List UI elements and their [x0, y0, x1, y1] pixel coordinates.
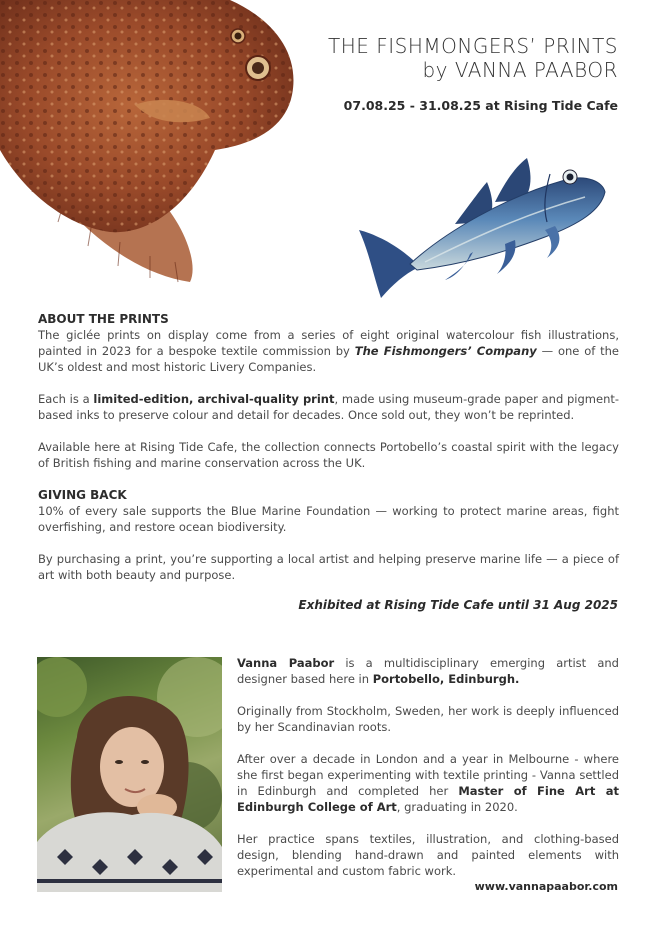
exhibited-note: Exhibited at Rising Tide Cafe until 31 Aug 2025	[298, 598, 618, 612]
bio-paragraph-2: Originally from Stockholm, Sweden, her work is deeply influenced by her Scandinavian roots.	[237, 704, 619, 734]
about-paragraph-3: Available here at Rising Tide Cafe, the collection connects Portobello’s coastal spirit with the legacy of British fishing and marine conservation across the UK.	[38, 440, 619, 470]
about-paragraph-1: The giclée prints on display come from a series of eight original watercolour fish illustrations, painted in 2023 for a bespoke textile commission by The Fishmongers’ Company — one of the UK’s oldest and most historic Livery Companies.	[38, 328, 620, 374]
giving-back-heading: GIVING BACK	[38, 488, 127, 502]
flatfish-illustration	[0, 0, 310, 292]
exhibition-dates: 07.08.25 - 31.08.25 at Rising Tide Cafe	[343, 98, 618, 113]
title-line-2: by VANNA PAABOR	[422, 58, 618, 82]
page-title	[328, 34, 618, 82]
artist-photo	[37, 657, 222, 892]
about-heading: ABOUT THE PRINTS	[38, 312, 169, 326]
about-paragraph-2: Each is a limited-edition, archival-quality print, made using museum-grade paper and pigment-based inks to preserve colour and detail for decades. Once sold out, they won’t be reprinted.	[38, 392, 620, 422]
giving-back-paragraph-1: 10% of every sale supports the Blue Marine Foundation — working to protect marine areas, fight overfishing, and restore ocean biodiversity.	[38, 504, 619, 534]
artist-bio	[237, 655, 619, 895]
website-link[interactable]: www.vannapaabor.com	[474, 880, 618, 893]
bio-paragraph-1: Vanna Paabor is a multidisciplinary emerging artist and designer based here in Portobello, Edinburgh.	[237, 656, 619, 686]
giving-back-paragraph-2: By purchasing a print, you’re supporting a local artist and helping preserve marine life — a piece of art with both beauty and purpose.	[38, 552, 619, 582]
about-section	[38, 311, 619, 471]
giving-back-section	[38, 487, 619, 583]
bio-paragraph-3: After over a decade in London and a year in Melbourne - where she first began experimenting with textile printing - Vanna settled in Edinburgh and completed her Master of Fine Art at Edinburgh College of Art, graduating in 2020.	[237, 752, 619, 814]
bio-paragraph-4: Her practice spans textiles, illustration, and clothing-based design, blending hand-drawn and painted elements with experimental and custom fabric work.	[237, 832, 619, 878]
bluefish-illustration	[355, 152, 610, 302]
title-line-1: THE FISHMONGERS’ PRINTS	[327, 34, 618, 58]
